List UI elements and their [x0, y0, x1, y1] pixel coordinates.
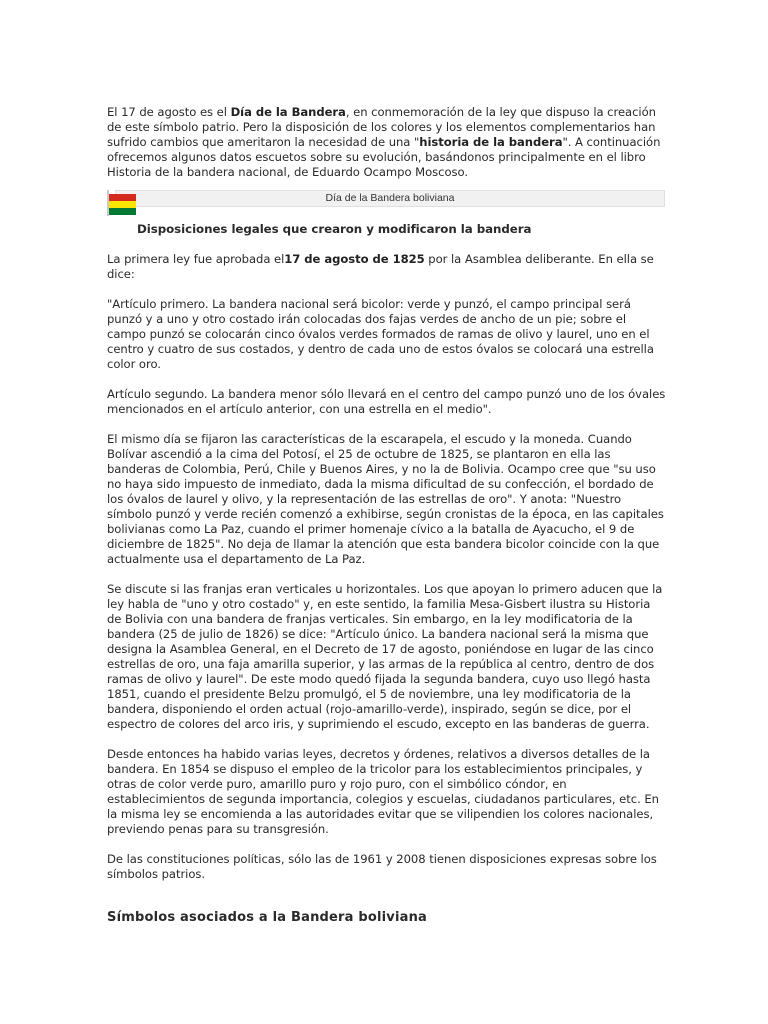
paragraph-7: De las constituciones políticas, sólo las de 1961 y 2008 tienen disposiciones expresas sobre los símbolos patrios. [107, 852, 657, 881]
intro-text-2: , en conmemoración de la ley que dispuso la creación de este símbolo patrio. Pero la disposición de los colores y los elementos complementarios han sufrido cambios que ameritaron la necesidad de una " [107, 105, 656, 149]
p1-bold-date: 17 de agosto de 1825 [284, 252, 425, 266]
intro-bold-dia-bandera: Día de la Bandera [230, 105, 346, 119]
document-body [107, 105, 667, 926]
intro-bold-historia: historia de la bandera [419, 135, 563, 149]
paragraph-2: "Artículo primero. La bandera nacional será bicolor: verde y punzó, el campo principal será punzó y a uno y otro costado irán colocadas dos fajas verdes de ancho de un pie; sobre el campo punzó se colocarán cinco óvalos verdes formados de ramas de olivo y laurel, uno en el centro y cuatro de sus costados, y dentro de cada uno de estos óvalos se colocará una estrella color oro. [107, 297, 654, 371]
bolivian-flag-icon [107, 190, 137, 214]
flag-figure [107, 190, 667, 222]
flag-stripe-green [109, 208, 136, 215]
intro-text-3: ". A continuación ofrecemos algunos datos escuetos sobre su evolución, basándonos principalmente en el libro Historia de la bandera nacional, de Eduardo Ocampo Moscoso. [107, 135, 661, 179]
section-subheading: Disposiciones legales que crearon y modificaron la bandera [137, 222, 532, 236]
paragraph-4: El mismo día se fijaron las características de la escarapela, el escudo y la moneda. Cuando Bolívar ascendió a la cima del Potosí, el 25 de octubre de 1825, se plantaron en ella las banderas de Colombia, Perú, Chile y Buenos Aires, y no la de Bolivia. Ocampo cree que "su uso no haya sido impuesto de inmediato, dada la misma dificultad de su confección, el bordado de los óvalos de laurel y olivo, y la representación de las estrellas de oro". Y anota: "Nuestro símbolo punzó y verde recién comenzó a exhibirse, según cronistas de la época, en las capitales bolivianas como La Paz, cuando el primer homenaje cívico a la batalla de Ayacucho, el 9 de diciembre de 1825". No deja de llamar la atención que esta bandera bicolor coincide con la que actualmente usa el departamento de La Paz. [107, 432, 664, 566]
flag-stripe-yellow [109, 201, 136, 208]
p1-text-2: por la Asamblea deliberante. En ella se dice: [107, 252, 654, 281]
flag-stripe-red [109, 194, 136, 201]
figure-caption: Día de la Bandera boliviana [115, 190, 665, 207]
section-heading: Símbolos asociados a la Bandera boliviana [107, 910, 428, 925]
paragraph-6: Desde entonces ha habido varias leyes, decretos y órdenes, relativos a diversos detalles de la bandera. En 1854 se dispuso el empleo de la tricolor para los establecimientos principales, y otras de color verde puro, amarillo puro y rojo puro, con el simbólico cóndor, en establecimientos de segunda importancia, colegios y escuelas, ciudadanos particulares, etc. En la misma ley se encomienda a las autoridades evitar que se vilipendien los colores nacionales, previendo penas para su transgresión. [107, 747, 659, 836]
paragraph-1 [107, 252, 667, 282]
intro-text-1: El 17 de agosto es el [107, 105, 231, 119]
paragraph-3: Artículo segundo. La bandera menor sólo llevará en el centro del campo punzó uno de los óvales mencionados en el artículo anterior, con una estrella en el medio". [107, 387, 666, 416]
paragraph-5: Se discute si las franjas eran verticales u horizontales. Los que apoyan lo primero aducen que la ley habla de "uno y otro costado" y, en este sentido, la familia Mesa-Gisbert ilustra su Historia de Bolivia con una bandera de franjas verticales. Sin embargo, en la ley modificatoria de la bandera (25 de julio de 1826) se dice: "Artículo único. La bandera nacional será la misma que designa la Asamblea General, en el Decreto de 17 de agosto, poniéndose en lugar de las cinco estrellas de oro, una faja amarilla superior, y las armas de la república al centro, dentro de dos ramas de olivo y laurel". De este modo quedó fijada la segunda bandera, cuyo uso llegó hasta 1851, cuando el presidente Belzu promulgó, el 5 de noviembre, una ley modificatoria de la bandera, disponiendo el orden actual (rojo-amarillo-verde), inspirado, según se dice, por el espectro de colores del arco iris, y suprimiendo el escudo, excepto en las banderas de guerra. [107, 582, 663, 731]
p1-text-1: La primera ley fue aprobada el [107, 252, 285, 266]
intro-paragraph [107, 105, 667, 180]
